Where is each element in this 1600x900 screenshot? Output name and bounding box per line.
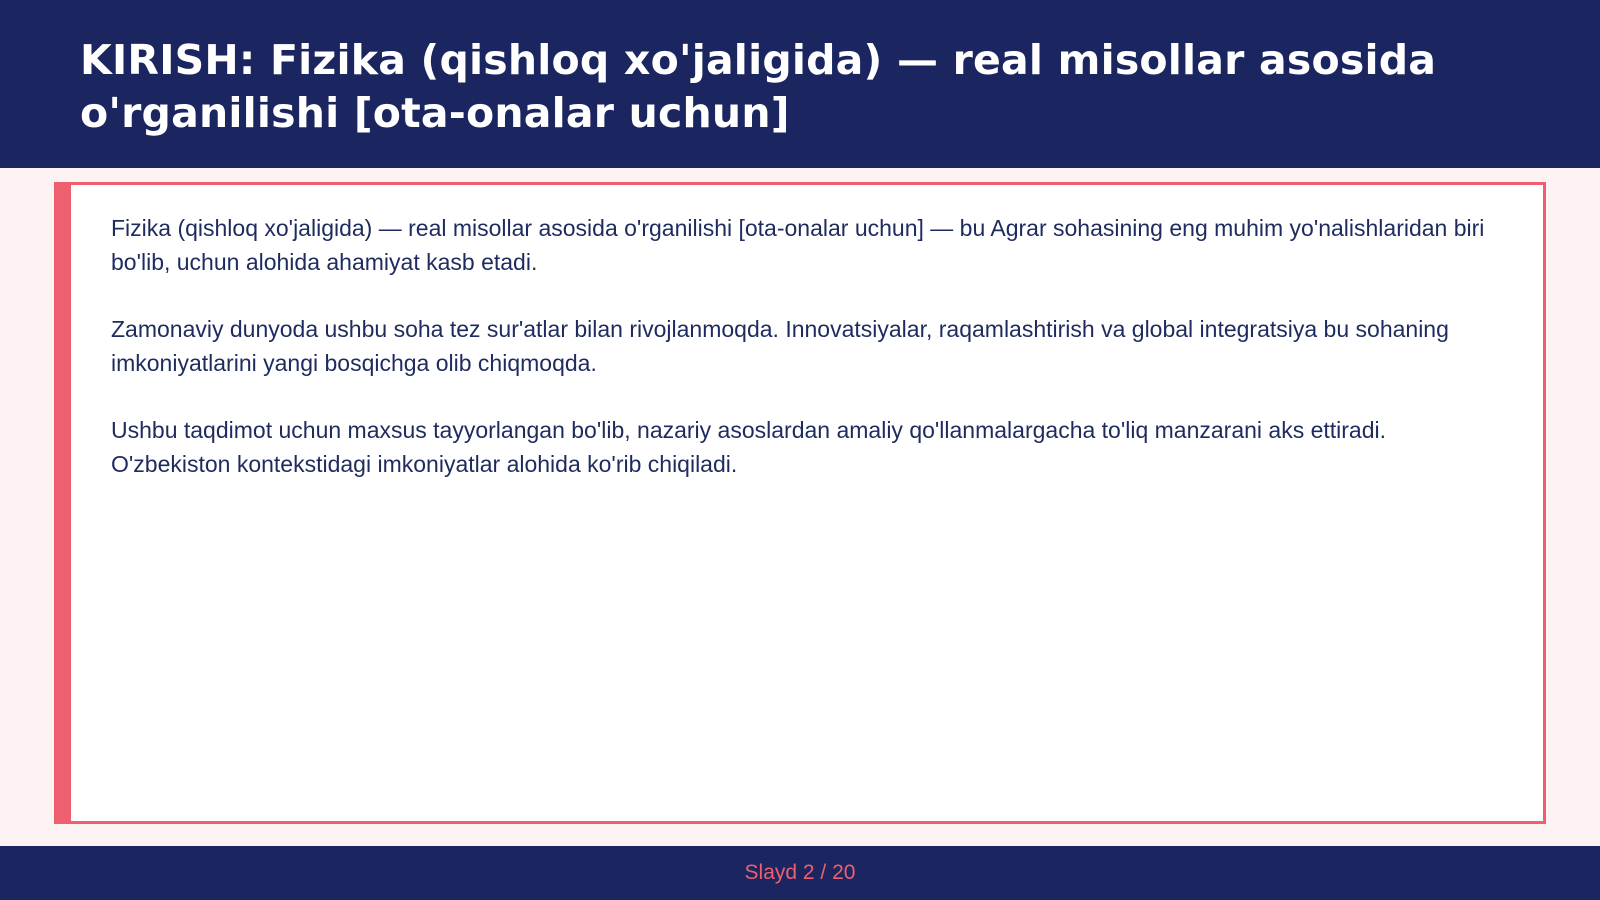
slide-number: Slayd 2 / 20: [744, 861, 856, 884]
slide-header: [0, 0, 1600, 168]
paragraph-list: [111, 211, 1511, 514]
content-box: [54, 182, 1546, 824]
paragraph-intro: Fizika (qishloq xo'jaligida) — real misollar asosida o'rganilishi [ota-onalar uchun] — bu Agrar sohasining eng muhim yo'nalishlaridan biri bo'lib, uchun alohida ahamiyat kasb etadi.: [111, 215, 1485, 275]
paragraph-presentation-purpose: Ushbu taqdimot uchun maxsus tayyorlangan bo'lib, nazariy asoslardan amaliy qo'llanmalargacha to'liq manzarani aks ettiradi. O'zbekiston kontekstidagi imkoniyatlar alohida ko'rib chiqiladi.: [111, 417, 1387, 477]
paragraph-modern-world: Zamonaviy dunyoda ushbu soha tez sur'atlar bilan rivojlanmoqda. Innovatsiyalar, raqamlashtirish va global integratsiya bu sohaning imkoniyatlarini yangi bosqichga olib chiqmoqda.: [111, 316, 1449, 376]
slide-footer: [0, 846, 1600, 900]
slide-title: KIRISH: Fizika (qishloq xo'jaligida) — real misollar asosida o'rganilishi [ota-onalar uchun]: [80, 36, 1437, 137]
